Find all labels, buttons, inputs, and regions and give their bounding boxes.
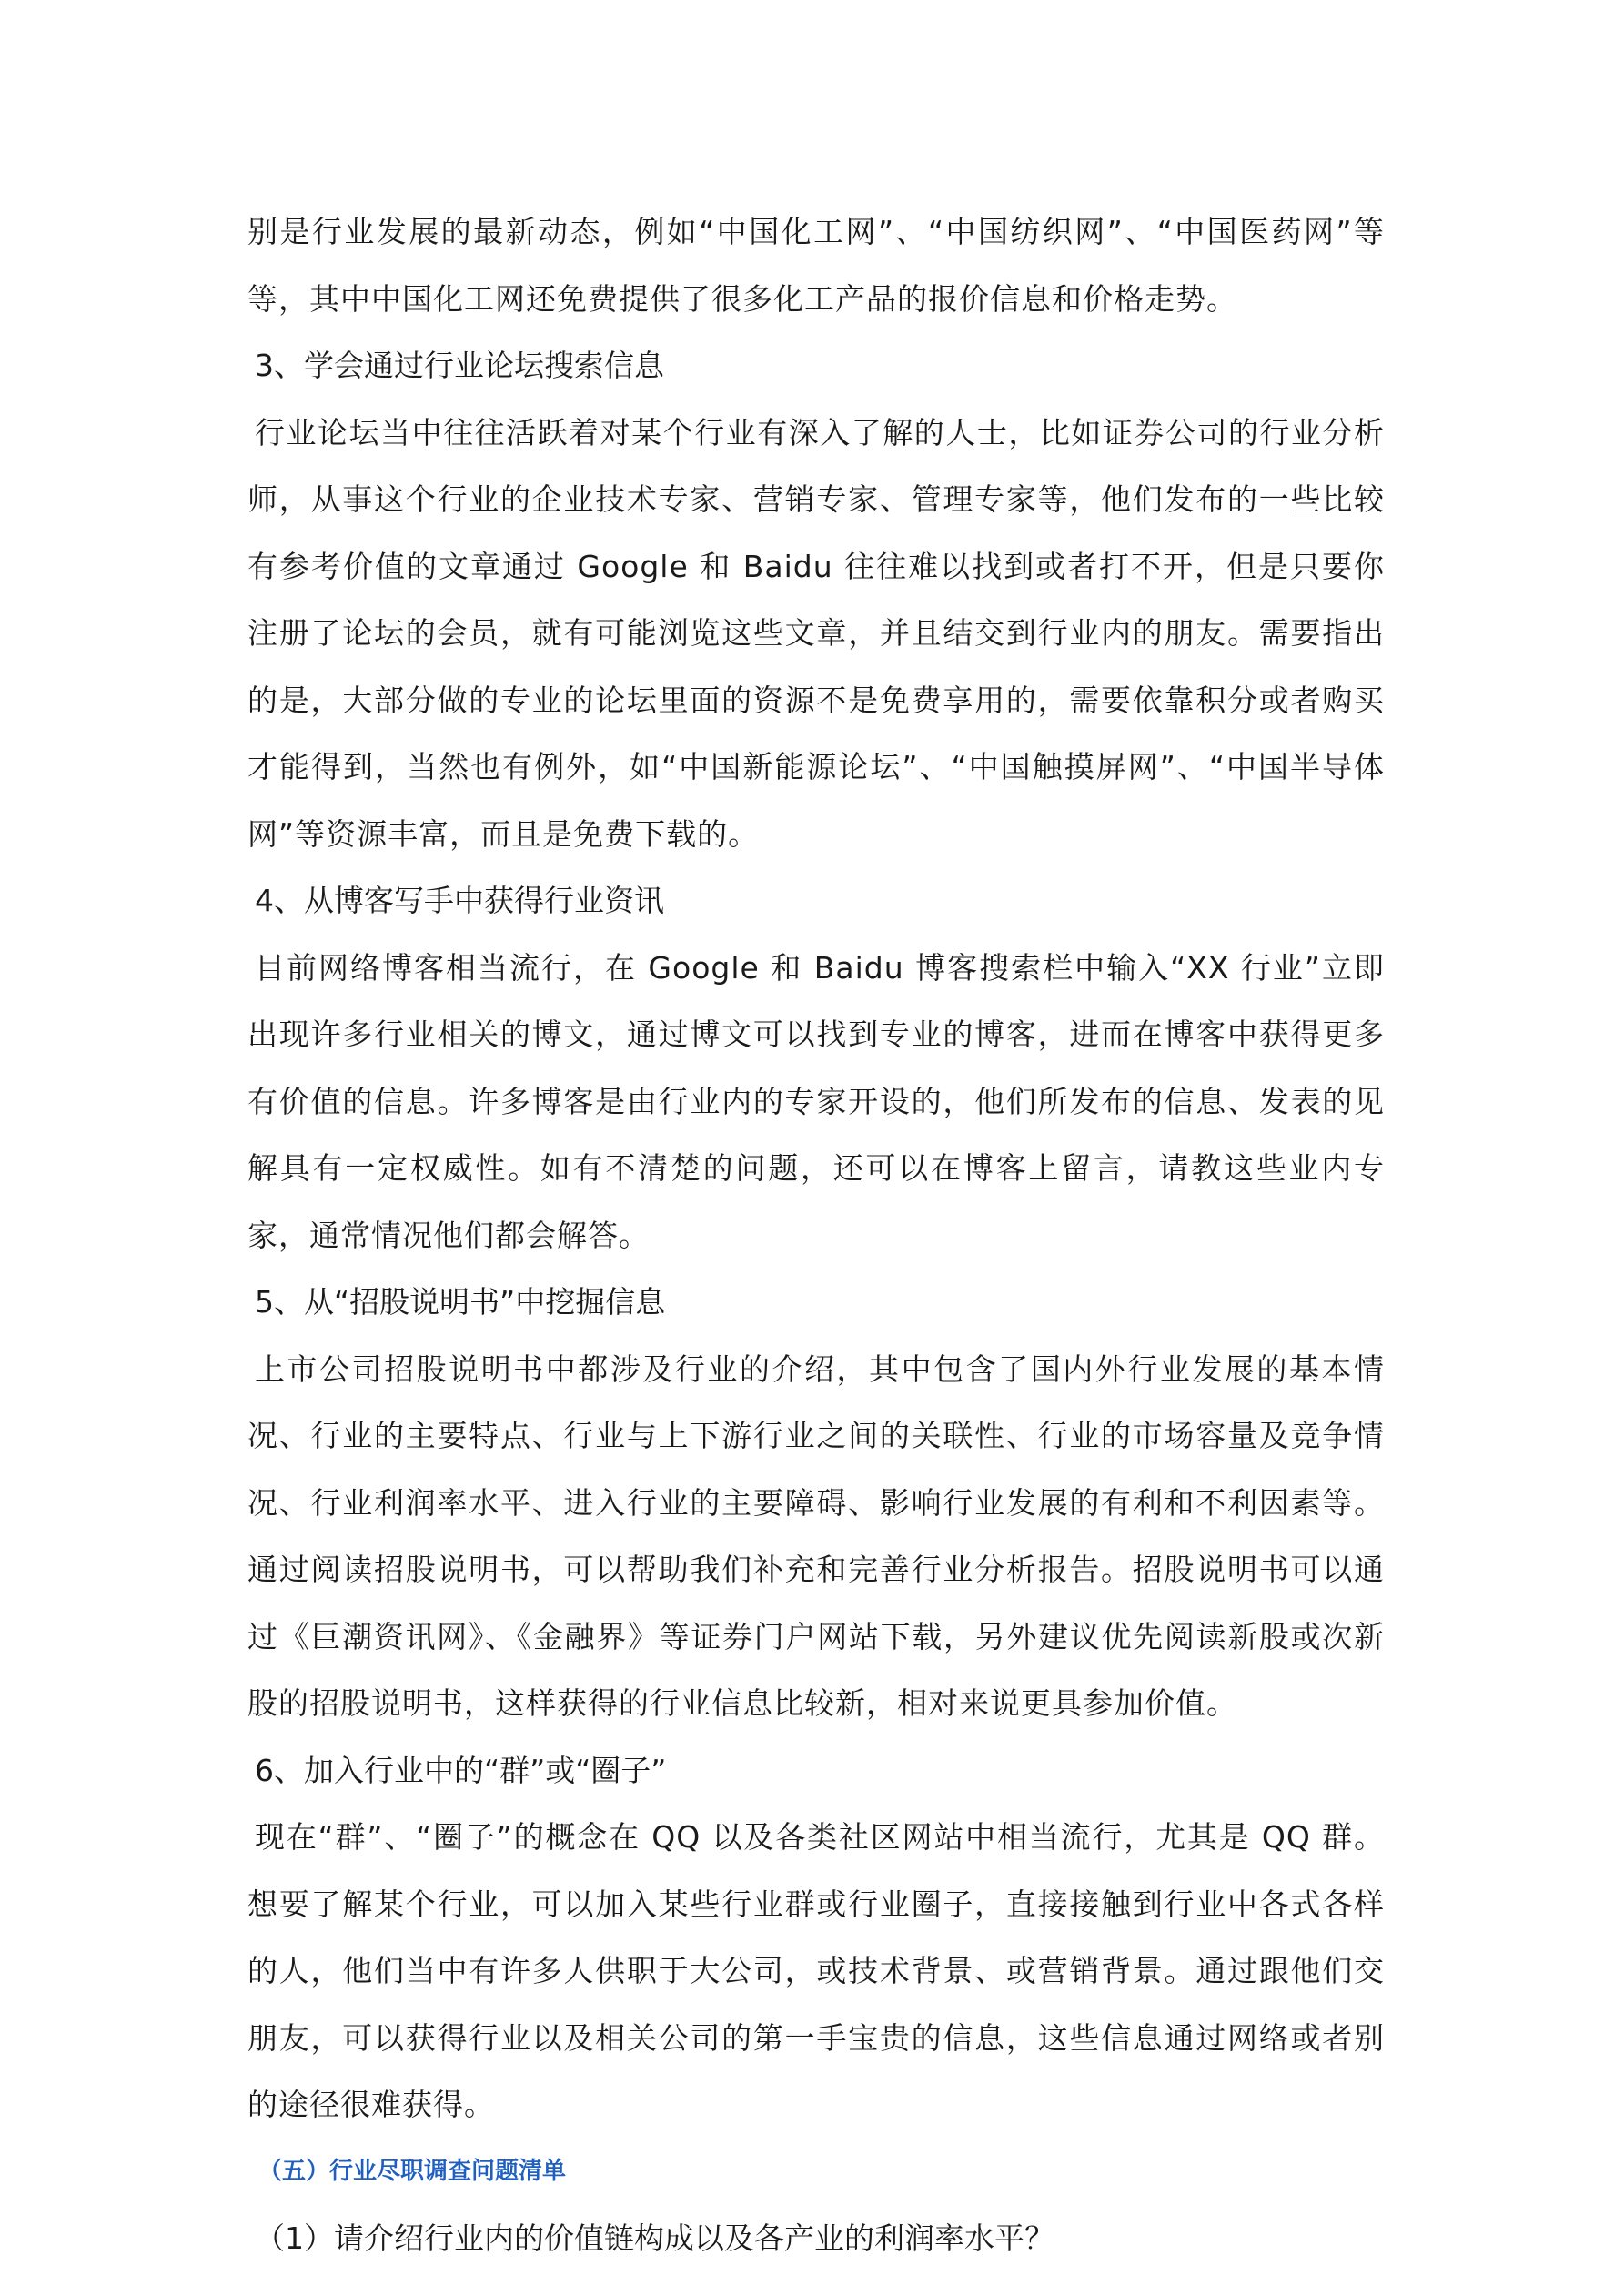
heading-industry-forum-search: 3、学会通过行业论坛搜索信息 (255, 348, 664, 383)
heading-join-groups: 6、加入行业中的“群”或“圈子” (255, 1752, 667, 1788)
section-title-due-diligence-checklist: （五）行业尽职调查问题清单 (258, 2157, 567, 2185)
heading-blog-writers: 4、从博客写手中获得行业资讯 (255, 883, 664, 918)
document-body (247, 198, 1385, 2272)
paragraph-industry-news-sites: 别是行业发展的最新动态，例如“中国化工网”、“中国纺织网”、“中国医药网”等等，其中中国化工网还免费提供了很多化工产品的报价信息和价格走势。 (247, 214, 1385, 317)
paragraph-join-groups: 现在“群”、“圈子”的概念在 QQ 以及各类社区网站中相当流行，尤其是 QQ 群。想要了解某个行业，可以加入某些行业群或行业圈子，直接接触到行业中各式各样的人，他们当中有许多人供职于大公司，或技术背景、或营销背景。通过跟他们交朋友，可以获得行业以及相关公司的第一手宝贵的信息，这些信息通过网络或者别的途径很难获得。 (247, 1819, 1385, 2122)
paragraph-blog-writers: 目前网络博客相当流行，在 Google 和 Baidu 博客搜索栏中输入“XX 行业”立即出现许多行业相关的博文，通过博文可以找到专业的博客，进而在博客中获得更多有价值的信息。许多博客是由行业内的专家开设的，他们所发布的信息、发表的见解具有一定权威性。如有不清楚的问题，还可以在博客上留言，请教这些业内专家，通常情况他们都会解答。 (247, 949, 1385, 1253)
paragraph-industry-forum: 行业论坛当中往往活跃着对某个行业有深入了解的人士，比如证券公司的行业分析师，从事这个行业的企业技术专家、营销专家、管理专家等，他们发布的一些比较有参考价值的文章通过 Google 和 Baidu 往往难以找到或者打不开，但是只要你注册了论坛的会员，就有可能浏览这些文章，并且结交到行业内的朋友。需要指出的是，大部分做的专业的论坛里面的资源不是免费享用的，需要依靠积分或者购买才能得到，当然也有例外，如“中国新能源论坛”、“中国触摸屏网”、“中国半导体网”等资源丰富，而且是免费下载的。 (247, 414, 1385, 852)
question-item-1: （1）请介绍行业内的价值链构成以及各产业的利润率水平？ (255, 2220, 1054, 2256)
heading-prospectus: 5、从“招股说明书”中挖掘信息 (255, 1284, 666, 1320)
paragraph-prospectus: 上市公司招股说明书中都涉及行业的介绍，其中包含了国内外行业发展的基本情况、行业的主要特点、行业与上下游行业之间的关联性、行业的市场容量及竞争情况、行业利润率水平、进入行业的主要障碍、影响行业发展的有利和不利因素等。通过阅读招股说明书，可以帮助我们补充和完善行业分析报告。招股说明书可以通过《巨潮资讯网》、《金融界》等证券门户网站下载，另外建议优先阅读新股或次新股的招股说明书，这样获得的行业信息比较新，相对来说更具参加价值。 (247, 1350, 1385, 1721)
